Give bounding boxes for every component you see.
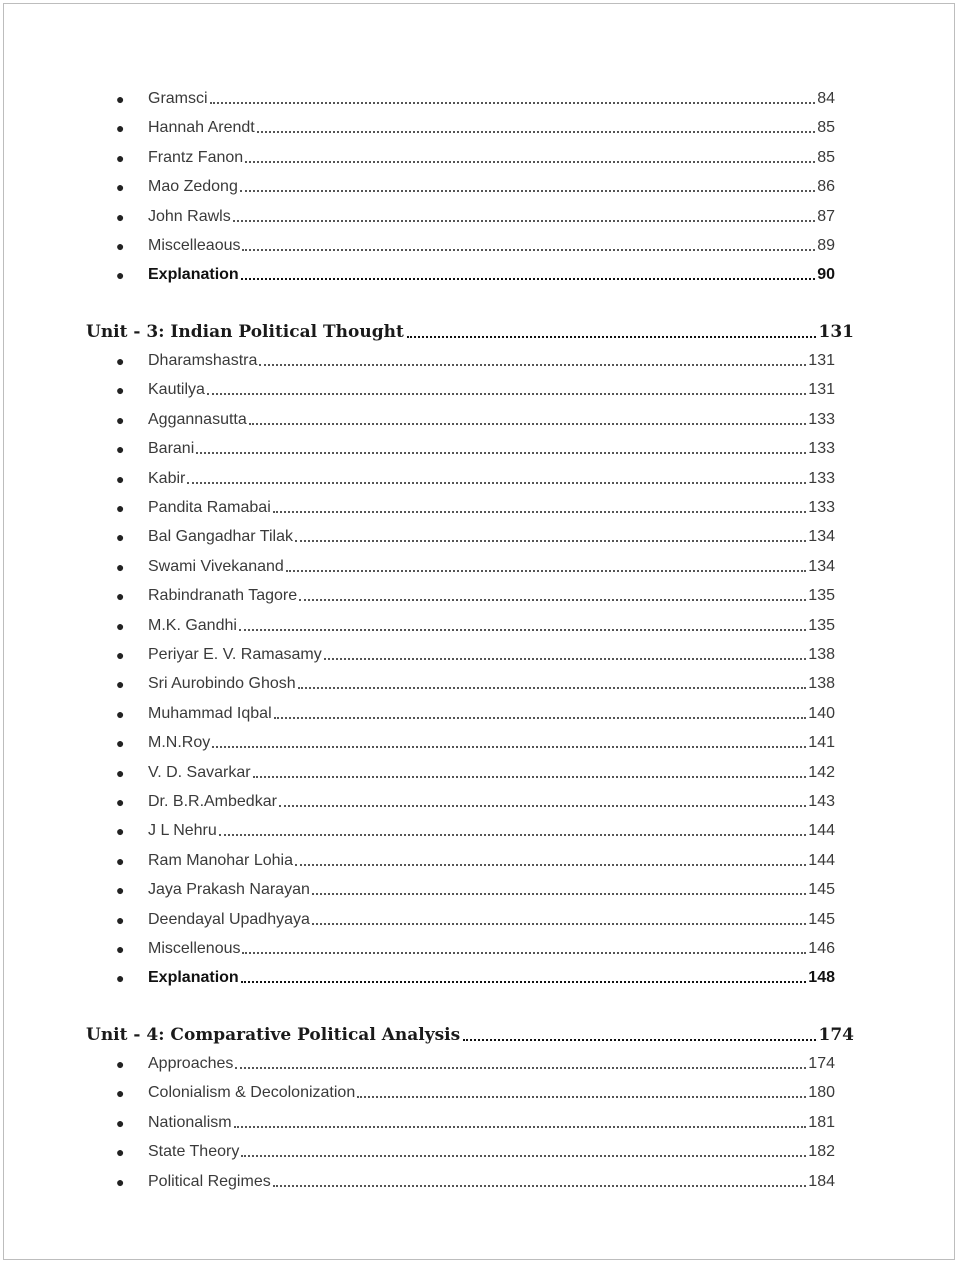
dot-leader	[312, 893, 806, 895]
dot-leader	[241, 278, 816, 280]
dot-leader	[212, 746, 806, 748]
toc-entry-page: 133	[808, 410, 835, 428]
toc-entry-page: 131	[808, 352, 835, 369]
bullet-icon: ●	[116, 970, 125, 987]
unit-3-heading[interactable]	[86, 319, 854, 343]
toc-entry[interactable]	[115, 584, 835, 606]
dot-leader	[187, 482, 806, 484]
toc-entry-title: Ram Manohar Lohia	[148, 851, 293, 869]
toc-entry[interactable]	[115, 175, 835, 197]
toc-entry-title: Aggannasutta	[148, 410, 247, 428]
toc-entry-title: State Theory	[148, 1143, 240, 1161]
toc-entry[interactable]	[115, 378, 835, 400]
dot-leader	[259, 364, 806, 366]
toc-entry-title: Swami Vivekanand	[148, 557, 284, 575]
bullet-icon: ●	[116, 588, 125, 605]
bullet-icon: ●	[116, 705, 125, 722]
toc-entry-page: 145	[808, 910, 835, 928]
dot-leader	[299, 599, 806, 601]
toc-entry[interactable]	[115, 1140, 835, 1162]
toc-entry-title: Nationalism	[148, 1113, 232, 1131]
toc-entry-page: 135	[808, 616, 835, 634]
toc-entry-title: Miscelleaous	[148, 237, 241, 254]
dot-leader	[274, 717, 807, 719]
toc-entry-page: 143	[808, 793, 835, 810]
dot-leader	[245, 161, 815, 163]
dot-leader	[463, 1039, 815, 1041]
bullet-icon: ●	[116, 1056, 125, 1072]
toc-entry[interactable]	[115, 408, 835, 430]
toc-entry-page: 146	[808, 940, 835, 957]
dot-leader	[210, 102, 816, 104]
toc-entry[interactable]	[115, 87, 835, 109]
bullet-icon: ●	[116, 794, 125, 810]
toc-entry-title: M.K. Gandhi	[148, 616, 237, 634]
bullet-icon: ●	[116, 382, 125, 399]
toc-entry-page: 138	[808, 646, 835, 663]
bullet-icon: ●	[116, 500, 125, 516]
toc-entry[interactable]	[115, 672, 835, 694]
dot-leader	[357, 1096, 806, 1098]
toc-entry[interactable]	[115, 614, 835, 636]
toc-entry-title: Explanation	[148, 266, 239, 284]
dot-leader	[286, 570, 807, 572]
toc-entry-title: Sri Aurobindo Ghosh	[148, 675, 296, 693]
unit-heading-page: 131	[818, 322, 854, 342]
unit-heading-title: Unit - 4: Comparative Political Analysis	[86, 1025, 461, 1045]
bullet-icon: ●	[116, 941, 125, 957]
toc-entry-page: 181	[808, 1113, 835, 1131]
toc-entry-page: 85	[817, 148, 835, 166]
toc-entry-page: 174	[808, 1055, 835, 1072]
toc-entry[interactable]	[115, 731, 835, 753]
bullet-icon: ●	[116, 676, 125, 693]
toc-entry-page: 182	[808, 1143, 835, 1161]
toc-entry[interactable]	[115, 116, 835, 138]
toc-entry-title: Miscellenous	[148, 940, 241, 957]
toc-entry[interactable]	[115, 496, 835, 518]
dot-leader	[257, 131, 815, 133]
bullet-icon: ●	[116, 558, 125, 575]
bullet-icon: ●	[116, 208, 125, 225]
toc-entry-page: 180	[808, 1084, 835, 1102]
dot-leader	[273, 511, 807, 513]
toc-entry[interactable]	[115, 1081, 835, 1103]
bullet-icon: ●	[116, 441, 125, 458]
bullet-icon: ●	[116, 617, 125, 634]
toc-entry-title: Barani	[148, 440, 195, 458]
toc-entry-page: 144	[808, 822, 835, 840]
dot-leader	[196, 452, 806, 454]
toc-entry-page: 134	[808, 528, 835, 546]
toc-entry-page: 85	[817, 119, 835, 137]
bullet-icon: ●	[116, 1144, 125, 1161]
dot-leader	[312, 923, 806, 925]
dot-leader	[295, 864, 806, 866]
dot-leader	[298, 687, 807, 689]
toc-entry[interactable]	[115, 761, 835, 783]
dot-leader	[407, 336, 816, 338]
toc-entry[interactable]	[115, 702, 835, 724]
toc-entry-title: Kabir	[148, 469, 186, 487]
dot-leader	[234, 1126, 807, 1128]
toc-entry-title: Dharamshastra	[148, 352, 258, 369]
toc-entry-title: Deendayal Upadhyaya	[148, 910, 310, 928]
bullet-icon: ●	[116, 882, 125, 899]
dot-leader	[235, 1067, 806, 1069]
bullet-icon: ●	[116, 764, 125, 781]
toc-entry[interactable]	[115, 146, 835, 168]
toc-entry-page: 133	[808, 440, 835, 458]
toc-entry[interactable]	[115, 1111, 835, 1133]
dot-leader	[233, 220, 816, 222]
toc-entry-page: 135	[808, 587, 835, 605]
bullet-icon: ●	[116, 529, 125, 546]
toc-entry[interactable]	[115, 467, 835, 489]
bullet-icon: ●	[116, 823, 125, 840]
toc-entry[interactable]	[115, 790, 835, 812]
toc-entry-title: Rabindranath Tagore	[148, 587, 298, 605]
toc-entry-title: Gramsci	[148, 90, 208, 107]
bullet-icon: ●	[116, 1114, 125, 1131]
toc-entry-page: 138	[808, 675, 835, 693]
toc-entry-page: 133	[808, 469, 835, 487]
toc-entry-title: Frantz Fanon	[148, 148, 244, 166]
dot-leader	[249, 423, 807, 425]
toc-entry[interactable]	[115, 878, 835, 900]
toc-entry-title: Kautilya	[148, 381, 205, 399]
dot-leader	[240, 190, 815, 192]
toc-entry-title: Dr. B.R.Ambedkar	[148, 793, 277, 810]
dot-leader	[241, 1155, 806, 1157]
unit-heading-title: Unit - 3: Indian Political Thought	[86, 322, 404, 342]
bullet-icon: ●	[116, 1085, 125, 1102]
toc-entry-title: Hannah Arendt	[148, 119, 255, 137]
unit-heading-page: 174	[818, 1025, 854, 1045]
toc-entry-title: John Rawls	[148, 207, 231, 225]
dot-leader	[242, 249, 815, 251]
toc-entry[interactable]	[115, 966, 835, 988]
bullet-icon: ●	[116, 120, 125, 137]
toc-entry-page: 86	[817, 178, 835, 196]
toc-entry[interactable]	[115, 937, 835, 959]
dot-leader	[324, 658, 807, 660]
toc-entry-title: V. D. Savarkar	[148, 763, 251, 781]
dot-leader	[295, 540, 806, 542]
toc-entry-title: Bal Gangadhar Tilak	[148, 528, 293, 546]
toc-entry[interactable]	[115, 349, 835, 371]
toc-entry[interactable]	[115, 1170, 835, 1192]
toc-entry-title: Explanation	[148, 969, 239, 987]
dot-leader	[219, 834, 807, 836]
bullet-icon: ●	[116, 647, 125, 663]
toc-entry-page: 131	[808, 381, 835, 399]
toc-entry-title: Periyar E. V. Ramasamy	[148, 646, 322, 663]
bullet-icon: ●	[116, 411, 125, 428]
toc-entry[interactable]	[115, 205, 835, 227]
bullet-icon: ●	[116, 91, 125, 107]
toc-entry-page: 140	[808, 704, 835, 722]
toc-entry-title: Approaches	[148, 1055, 234, 1072]
toc-entry-title: Pandita Ramabai	[148, 499, 271, 516]
toc-entry-title: Jaya Prakash Narayan	[148, 881, 310, 899]
bullet-icon: ●	[116, 470, 125, 487]
dot-leader	[273, 1185, 807, 1187]
bullet-icon: ●	[116, 852, 125, 869]
toc-entry[interactable]	[115, 437, 835, 459]
toc-entry[interactable]	[115, 555, 835, 577]
dot-leader	[253, 776, 807, 778]
toc-entry[interactable]	[115, 849, 835, 871]
bullet-icon: ●	[116, 149, 125, 166]
toc-entry[interactable]	[115, 263, 835, 285]
dot-leader	[239, 629, 806, 631]
toc-entry-page: 84	[817, 90, 835, 107]
toc-entry[interactable]	[115, 525, 835, 547]
unit-4-heading[interactable]	[86, 1022, 854, 1046]
toc-entry[interactable]	[115, 234, 835, 256]
toc-entry-page: 90	[817, 266, 835, 284]
toc-entry-title: Political Regimes	[148, 1172, 271, 1190]
toc-entry-page: 145	[808, 881, 835, 899]
toc-entry[interactable]	[115, 643, 835, 665]
toc-entry-title: J L Nehru	[148, 822, 217, 840]
toc-entry-title: Mao Zedong	[148, 178, 238, 196]
toc-entry-page: 148	[808, 969, 835, 987]
toc-entry-title: Muhammad Iqbal	[148, 704, 272, 722]
toc-entry-title: Colonialism & Decolonization	[148, 1084, 356, 1102]
toc-entry-page: 144	[808, 851, 835, 869]
bullet-icon: ●	[116, 238, 125, 254]
toc-entry[interactable]	[115, 1052, 835, 1074]
dot-leader	[241, 981, 807, 983]
toc-entry-page: 142	[808, 763, 835, 781]
bullet-icon: ●	[116, 1173, 125, 1190]
dot-leader	[279, 805, 806, 807]
bullet-icon: ●	[116, 911, 125, 928]
bullet-icon: ●	[116, 353, 125, 369]
toc-entry-page: 141	[808, 734, 835, 752]
toc-entry-page: 89	[817, 237, 835, 254]
dot-leader	[242, 952, 806, 954]
bullet-icon: ●	[116, 267, 125, 284]
toc-entry-title: M.N.Roy	[148, 734, 211, 752]
toc-entry[interactable]	[115, 908, 835, 930]
toc-entry-page: 184	[808, 1172, 835, 1190]
dot-leader	[207, 393, 806, 395]
bullet-icon: ●	[116, 735, 125, 752]
toc-entry-page: 133	[808, 499, 835, 516]
toc-entry-page: 134	[808, 557, 835, 575]
toc-entry-page: 87	[817, 207, 835, 225]
toc-entry[interactable]	[115, 819, 835, 841]
bullet-icon: ●	[116, 179, 125, 196]
